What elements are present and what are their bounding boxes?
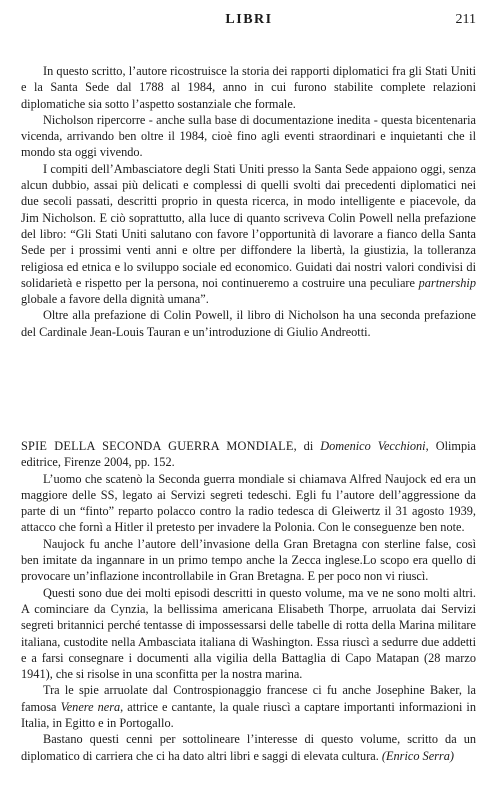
review-spie: [21, 438, 476, 764]
book-publisher: , Olimpia editrice, Firenze 2004, pp. 152.: [21, 439, 476, 470]
book-entry-title: [21, 438, 476, 471]
paragraph: L’uomo che scatenò la Seconda guerra mondiale si chiamava Alfred Naujock ed era un maggiore delle SS, legato ai Servizi segreti tedeschi. Egli fu l’autore dell’aggressione da parte di un “finto” reparto polacco contro la radio tedesca di Gleiwertz il 31 agosto 1939, attacco che fornì a Hitler il pretesto per invadere la Polonia. Con le conseguenze ben note.: [21, 471, 476, 535]
reviewer-signature: (Enrico Serra): [381, 748, 454, 763]
paragraph: Questi sono due dei molti episodi descritti in questo volume, ma ve ne sono molti altri. A cominciare da Cynzia, la bellissima americana Elisabeth Thorpe, arruolata dai Servizi segreti britannici perché tentasse di impossessarsi delle tabelle di rotta della Marina militare italiana, custodite nella Ambasciata italiana di Washington. Essa riuscì a sedurre due addetti e a farsi consegnare i documenti alla vigilia della Battaglia di Capo Matapan (28 marzo 1941), che si risolse in una sconfitta per la nostra marina.: [21, 585, 476, 682]
paragraph: [21, 731, 476, 764]
paragraph: [21, 161, 476, 308]
page-number: 211: [455, 12, 476, 27]
running-title: LIBRI: [225, 12, 273, 27]
paragraph: Nicholson ripercorre - anche sulla base di documentazione inedita - questa bicentenaria vicenda, arrivando ben oltre il 1984, cioè fino agli eventi straordinari e inquietanti che il mondo sta oggi vivendo.: [21, 112, 476, 160]
text-run: Tra le spie arruolate dal Controspionaggio francese ci fu anche Josephine Baker, la famosa: [21, 683, 476, 714]
paragraph: [21, 682, 476, 731]
paragraph: Oltre alla prefazione di Colin Powell, il libro di Nicholson ha una seconda prefazione del Cardinale Jean-Louis Tauran e un’introduzione di Giulio Andreotti.: [21, 308, 476, 339]
title-separator: , di: [293, 439, 321, 453]
italic-term: partnership: [418, 275, 476, 290]
text-run: globale a favore della dignità umana”.: [21, 292, 209, 307]
book-author: Domenico Vecchioni: [320, 439, 426, 453]
book-title: SPIE DELLA SECONDA GUERRA MONDIALE: [21, 439, 294, 453]
review-nicholson: [21, 63, 476, 340]
page-header: [22, 12, 476, 32]
paragraph: In questo scritto, l’autore ricostruisce la storia dei rapporti diplomatici fra gli Stati Uniti e la Santa Sede dal 1788 al 1984, anno in cui furono stabilite complete relazioni diplomatiche sia sotto l’aspetto sostanziale che formale.: [21, 64, 476, 111]
text-run: I compiti dell’Ambasciatore degli Stati Uniti presso la Santa Sede appaiono oggi, senza alcun dubbio, assai più delicati e complessi di quelli svolti dai precedenti diplomatici nei due secoli passati, descritti proprio in questa ricerca, in modo intelligente e piacevole, da Jim Nicholson. E ciò soprattutto, alla luce di quanto scriveva Colin Powell nella prefazione del libro: “Gli Stati Uniti salutano con favore l’opportunità di lavorare a fianco della Santa Sede per i prossimi venti anni e oltre per diffondere la libertà, la giustizia, la tolleranza religiosa ed etnica e lo sviluppo sociale ed economico. Guidati dai nostri valori condivisi di solidarietà e rispetto per la persona, noi continueremo a costruire una peculiare: [21, 161, 476, 290]
italic-term: Venere nera: [60, 699, 121, 714]
text-run: Bastano questi cenni per sottolineare l’interesse di questo volume, scritto da un diplomatico di carriera che ci ha dato altri libri e saggi di elevata cultura.: [21, 732, 476, 763]
paragraph: Naujock fu anche l’autore dell’invasione della Gran Bretagna con sterline false, così ben imitate da ingannare in un primo tempo anche la Zecca inglese.Lo scopo era quello di provocare un’inflazione incontrollabile in Gran Bretagna. E per poco non vi riuscì.: [21, 536, 476, 584]
text-run: , attrice e cantante, la quale riuscì a captare importanti informazioni in Italia, in Egitto e in Portogallo.: [21, 699, 476, 731]
